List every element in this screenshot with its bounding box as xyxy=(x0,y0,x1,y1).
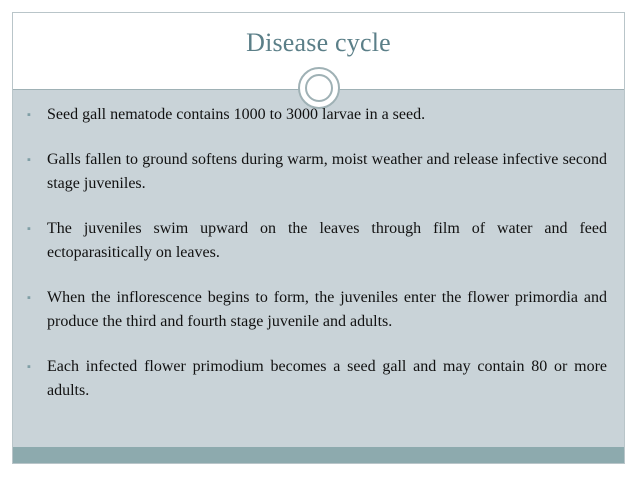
bullet-icon: ▪ xyxy=(27,361,31,373)
bullet-icon: ▪ xyxy=(27,223,31,235)
bullet-icon: ▪ xyxy=(27,154,31,166)
bullet-text: When the inflorescence begins to form, the juveniles enter the flower primordia and produce the third and fourth stage juvenile and adults. xyxy=(47,289,607,330)
bullet-icon: ▪ xyxy=(27,292,31,304)
circle-ornament-inner xyxy=(305,74,333,102)
bullet-item xyxy=(25,217,607,265)
bullet-text: The juveniles swim upward on the leaves through film of water and feed ectoparasitically on leaves. xyxy=(47,220,607,261)
bullet-text: Seed gall nematode contains 1000 to 3000 larvae in a seed. xyxy=(47,106,426,123)
bullet-icon: ▪ xyxy=(27,109,31,121)
slide-title: Disease cycle xyxy=(246,28,391,57)
bullet-text: Each infected flower primodium becomes a seed gall and may contain 80 or more adults. xyxy=(47,358,607,399)
bullet-list xyxy=(25,103,607,424)
footer-band xyxy=(13,447,624,463)
bullet-item xyxy=(25,286,607,334)
bullet-item xyxy=(25,148,607,196)
bullet-item xyxy=(25,103,607,127)
bullet-item xyxy=(25,355,607,403)
bullet-text: Galls fallen to ground softens during warm, moist weather and release infective second stage juveniles. xyxy=(47,151,607,192)
